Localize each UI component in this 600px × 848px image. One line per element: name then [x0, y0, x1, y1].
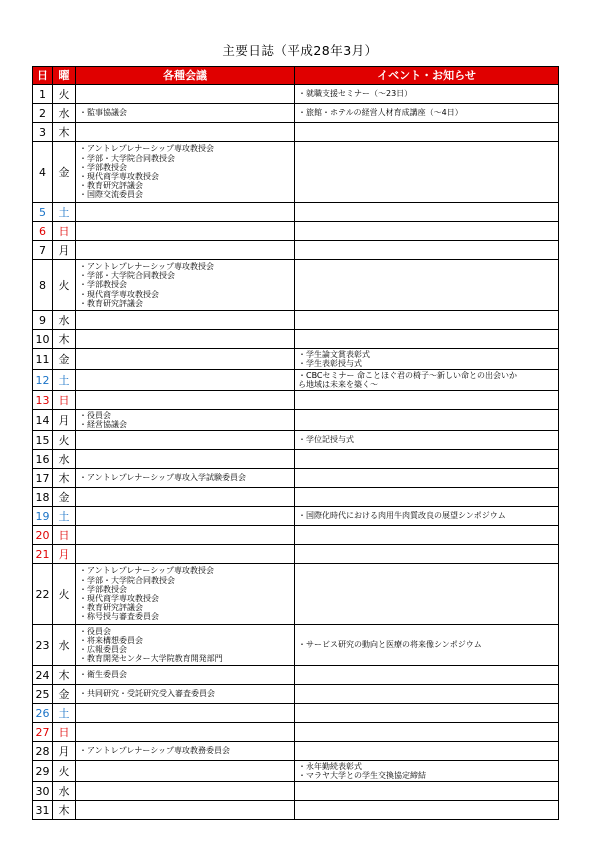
events-cell [295, 85, 559, 104]
meetings-cell [76, 450, 295, 469]
weekday-cell: 水 [53, 625, 76, 666]
day-cell: 18 [33, 488, 53, 507]
day-cell: 14 [33, 410, 53, 431]
weekday-cell: 土 [53, 507, 76, 526]
table-row [33, 801, 559, 820]
meetings-cell [76, 410, 295, 431]
events-cell [295, 526, 559, 545]
meetings-cell [76, 704, 295, 723]
events-cell [295, 761, 559, 782]
meetings-cell [76, 761, 295, 782]
meetings-cell [76, 203, 295, 222]
meeting-item: ・アントレプレナーシップ専攻教務委員会 [79, 746, 231, 756]
meetings-cell [76, 801, 295, 820]
meetings-cell [76, 123, 295, 142]
events-cell [295, 564, 559, 625]
schedule-table [32, 66, 559, 820]
meeting-item: ・役員会 [79, 626, 111, 636]
day-cell: 5 [33, 203, 53, 222]
meetings-cell [76, 222, 295, 241]
table-row [33, 123, 559, 142]
header-day: 日 [33, 67, 53, 85]
events-cell [295, 349, 559, 370]
schedule-body [33, 85, 559, 820]
weekday-cell: 火 [53, 564, 76, 625]
events-cell [295, 241, 559, 260]
table-row [33, 545, 559, 564]
events-cell [295, 723, 559, 742]
meeting-item: ・学部・大学院合同教授会 [79, 575, 175, 585]
meetings-cell [76, 104, 295, 123]
day-cell: 4 [33, 142, 53, 203]
event-item: ・国際化時代における肉用牛肉質改良の展望シンポジウム [298, 511, 506, 521]
meetings-cell [76, 742, 295, 761]
meetings-cell [76, 666, 295, 685]
header-events: イベント・お知らせ [295, 67, 559, 85]
table-row [33, 431, 559, 450]
meeting-item: ・アントレプレナーシップ専攻教授会 [79, 144, 215, 154]
table-row [33, 203, 559, 222]
table-row [33, 85, 559, 104]
event-item: ・学生表彰授与式 [298, 359, 362, 368]
weekday-cell: 月 [53, 742, 76, 761]
meeting-item: ・学部教授会 [79, 162, 127, 172]
meetings-cell [76, 625, 295, 666]
weekday-cell: 木 [53, 666, 76, 685]
meeting-item: ・経営協議会 [79, 420, 127, 429]
header-meetings: 各種会議 [76, 67, 295, 85]
meetings-cell [76, 723, 295, 742]
weekday-cell: 金 [53, 488, 76, 507]
meetings-cell [76, 469, 295, 488]
weekday-cell: 火 [53, 431, 76, 450]
table-row [33, 241, 559, 260]
day-cell: 9 [33, 311, 53, 330]
table-row [33, 349, 559, 370]
day-cell: 26 [33, 704, 53, 723]
event-item: ら地域は未来を築く～ [298, 380, 378, 389]
day-cell: 3 [33, 123, 53, 142]
events-cell [295, 685, 559, 704]
day-cell: 10 [33, 330, 53, 349]
table-row [33, 104, 559, 123]
day-cell: 28 [33, 742, 53, 761]
weekday-cell: 月 [53, 410, 76, 431]
weekday-cell: 水 [53, 782, 76, 801]
meeting-item: ・現代商学専攻教授会 [79, 594, 159, 603]
meeting-item: ・学部・大学院合同教授会 [79, 153, 175, 163]
event-item: ・就職支援セミナー（～23日） [298, 89, 413, 99]
table-row [33, 723, 559, 742]
table-row [33, 782, 559, 801]
events-cell [295, 742, 559, 761]
day-cell: 15 [33, 431, 53, 450]
meetings-cell [76, 142, 295, 203]
event-item: ・サービス研究の動向と医療の将来像シンポジウム [298, 640, 482, 650]
meetings-cell [76, 241, 295, 260]
events-cell [295, 142, 559, 203]
day-cell: 27 [33, 723, 53, 742]
events-cell [295, 431, 559, 450]
weekday-cell: 木 [53, 801, 76, 820]
day-cell: 30 [33, 782, 53, 801]
events-cell [295, 545, 559, 564]
meeting-item: ・学部・大学院合同教授会 [79, 271, 175, 281]
table-row [33, 260, 559, 311]
events-cell [295, 666, 559, 685]
day-cell: 6 [33, 222, 53, 241]
meetings-cell [76, 685, 295, 704]
weekday-cell: 火 [53, 260, 76, 311]
events-cell [295, 625, 559, 666]
page-title: 主要日誌（平成28年3月） [222, 43, 378, 58]
events-cell [295, 469, 559, 488]
table-row [33, 222, 559, 241]
meetings-cell [76, 260, 295, 311]
events-cell [295, 801, 559, 820]
table-row [33, 666, 559, 685]
event-item: ・学位記授与式 [298, 435, 354, 445]
day-cell: 1 [33, 85, 53, 104]
weekday-cell: 月 [53, 545, 76, 564]
day-cell: 2 [33, 104, 53, 123]
events-cell [295, 203, 559, 222]
day-cell: 29 [33, 761, 53, 782]
events-cell [295, 311, 559, 330]
meeting-item: ・国際交流委員会 [79, 190, 143, 200]
day-cell: 19 [33, 507, 53, 526]
weekday-cell: 金 [53, 349, 76, 370]
table-row [33, 488, 559, 507]
table-row [33, 742, 559, 761]
meeting-item: ・教育研究評議会 [79, 603, 143, 613]
weekday-cell: 金 [53, 685, 76, 704]
meeting-item: ・アントレプレナーシップ専攻教授会 [79, 261, 215, 271]
table-row [33, 564, 559, 625]
weekday-cell: 土 [53, 203, 76, 222]
meeting-item: ・学部教授会 [79, 280, 127, 290]
events-cell [295, 123, 559, 142]
events-cell [295, 330, 559, 349]
table-row [33, 761, 559, 782]
weekday-cell: 金 [53, 142, 76, 203]
day-cell: 20 [33, 526, 53, 545]
header-row [33, 67, 559, 85]
table-row [33, 370, 559, 391]
events-cell [295, 450, 559, 469]
day-cell: 25 [33, 685, 53, 704]
event-item: ・旅館・ホテルの経営人材育成講座（～4日） [298, 108, 463, 118]
events-cell [295, 782, 559, 801]
table-row [33, 625, 559, 666]
day-cell: 24 [33, 666, 53, 685]
event-item: ・CBCセミナー 命ことほぐ君の椅子～新しい命との出会いか [298, 370, 518, 380]
meeting-item: ・アントレプレナーシップ専攻教授会 [79, 566, 215, 576]
table-row [33, 469, 559, 488]
meeting-item: ・教育開発センター大学院教育開発部門 [79, 654, 223, 664]
events-cell [295, 410, 559, 431]
weekday-cell: 火 [53, 761, 76, 782]
meeting-item: ・現代商学専攻教授会 [79, 289, 159, 299]
event-item: ・永年勤続表彰式 [298, 761, 362, 771]
day-cell: 8 [33, 260, 53, 311]
day-cell: 21 [33, 545, 53, 564]
meetings-cell [76, 431, 295, 450]
events-cell [295, 222, 559, 241]
day-cell: 31 [33, 801, 53, 820]
meeting-item: ・役員会 [79, 410, 111, 420]
meetings-cell [76, 311, 295, 330]
table-row [33, 391, 559, 410]
day-cell: 13 [33, 391, 53, 410]
meetings-cell [76, 370, 295, 391]
table-row [33, 311, 559, 330]
meetings-cell [76, 488, 295, 507]
weekday-cell: 月 [53, 241, 76, 260]
day-cell: 16 [33, 450, 53, 469]
day-cell: 17 [33, 469, 53, 488]
day-cell: 12 [33, 370, 53, 391]
meeting-item: ・教育研究評議会 [79, 181, 143, 191]
events-cell [295, 370, 559, 391]
meetings-cell [76, 782, 295, 801]
day-cell: 11 [33, 349, 53, 370]
weekday-cell: 土 [53, 704, 76, 723]
table-row [33, 526, 559, 545]
meetings-cell [76, 330, 295, 349]
event-item: ・マラヤ大学との学生交換協定締結 [298, 771, 426, 780]
meetings-cell [76, 391, 295, 410]
meeting-item: ・衛生委員会 [79, 670, 127, 680]
day-cell: 22 [33, 564, 53, 625]
meetings-cell [76, 545, 295, 564]
meeting-item: ・教育研究評議会 [79, 298, 143, 308]
table-row [33, 450, 559, 469]
meetings-cell [76, 507, 295, 526]
table-row [33, 507, 559, 526]
weekday-cell: 日 [53, 391, 76, 410]
weekday-cell: 水 [53, 311, 76, 330]
weekday-cell: 木 [53, 330, 76, 349]
meeting-item: ・将来構想委員会 [79, 635, 143, 645]
weekday-cell: 火 [53, 85, 76, 104]
meeting-item: ・アントレプレナーシップ専攻入学試験委員会 [79, 473, 247, 483]
header-dow: 曜 [53, 67, 76, 85]
table-row [33, 330, 559, 349]
meeting-item: ・共同研究・受託研究受入審査委員会 [79, 689, 215, 699]
events-cell [295, 391, 559, 410]
events-cell [295, 704, 559, 723]
table-row [33, 142, 559, 203]
events-cell [295, 507, 559, 526]
meetings-cell [76, 349, 295, 370]
weekday-cell: 土 [53, 370, 76, 391]
table-row [33, 410, 559, 431]
meeting-item: ・広報委員会 [79, 645, 127, 654]
meeting-item: ・現代商学専攻教授会 [79, 172, 159, 181]
meeting-item: ・称号授与審査委員会 [79, 612, 159, 622]
table-row [33, 704, 559, 723]
events-cell [295, 260, 559, 311]
weekday-cell: 木 [53, 123, 76, 142]
day-cell: 7 [33, 241, 53, 260]
meeting-item: ・学部教授会 [79, 584, 127, 594]
meetings-cell [76, 526, 295, 545]
weekday-cell: 水 [53, 104, 76, 123]
table-row [33, 685, 559, 704]
weekday-cell: 水 [53, 450, 76, 469]
day-cell: 23 [33, 625, 53, 666]
weekday-cell: 日 [53, 526, 76, 545]
weekday-cell: 日 [53, 723, 76, 742]
events-cell [295, 104, 559, 123]
events-cell [295, 488, 559, 507]
weekday-cell: 木 [53, 469, 76, 488]
event-item: ・学生論文賞表彰式 [298, 349, 370, 359]
weekday-cell: 日 [53, 222, 76, 241]
meeting-item: ・監事協議会 [79, 108, 127, 118]
meetings-cell [76, 85, 295, 104]
meetings-cell [76, 564, 295, 625]
